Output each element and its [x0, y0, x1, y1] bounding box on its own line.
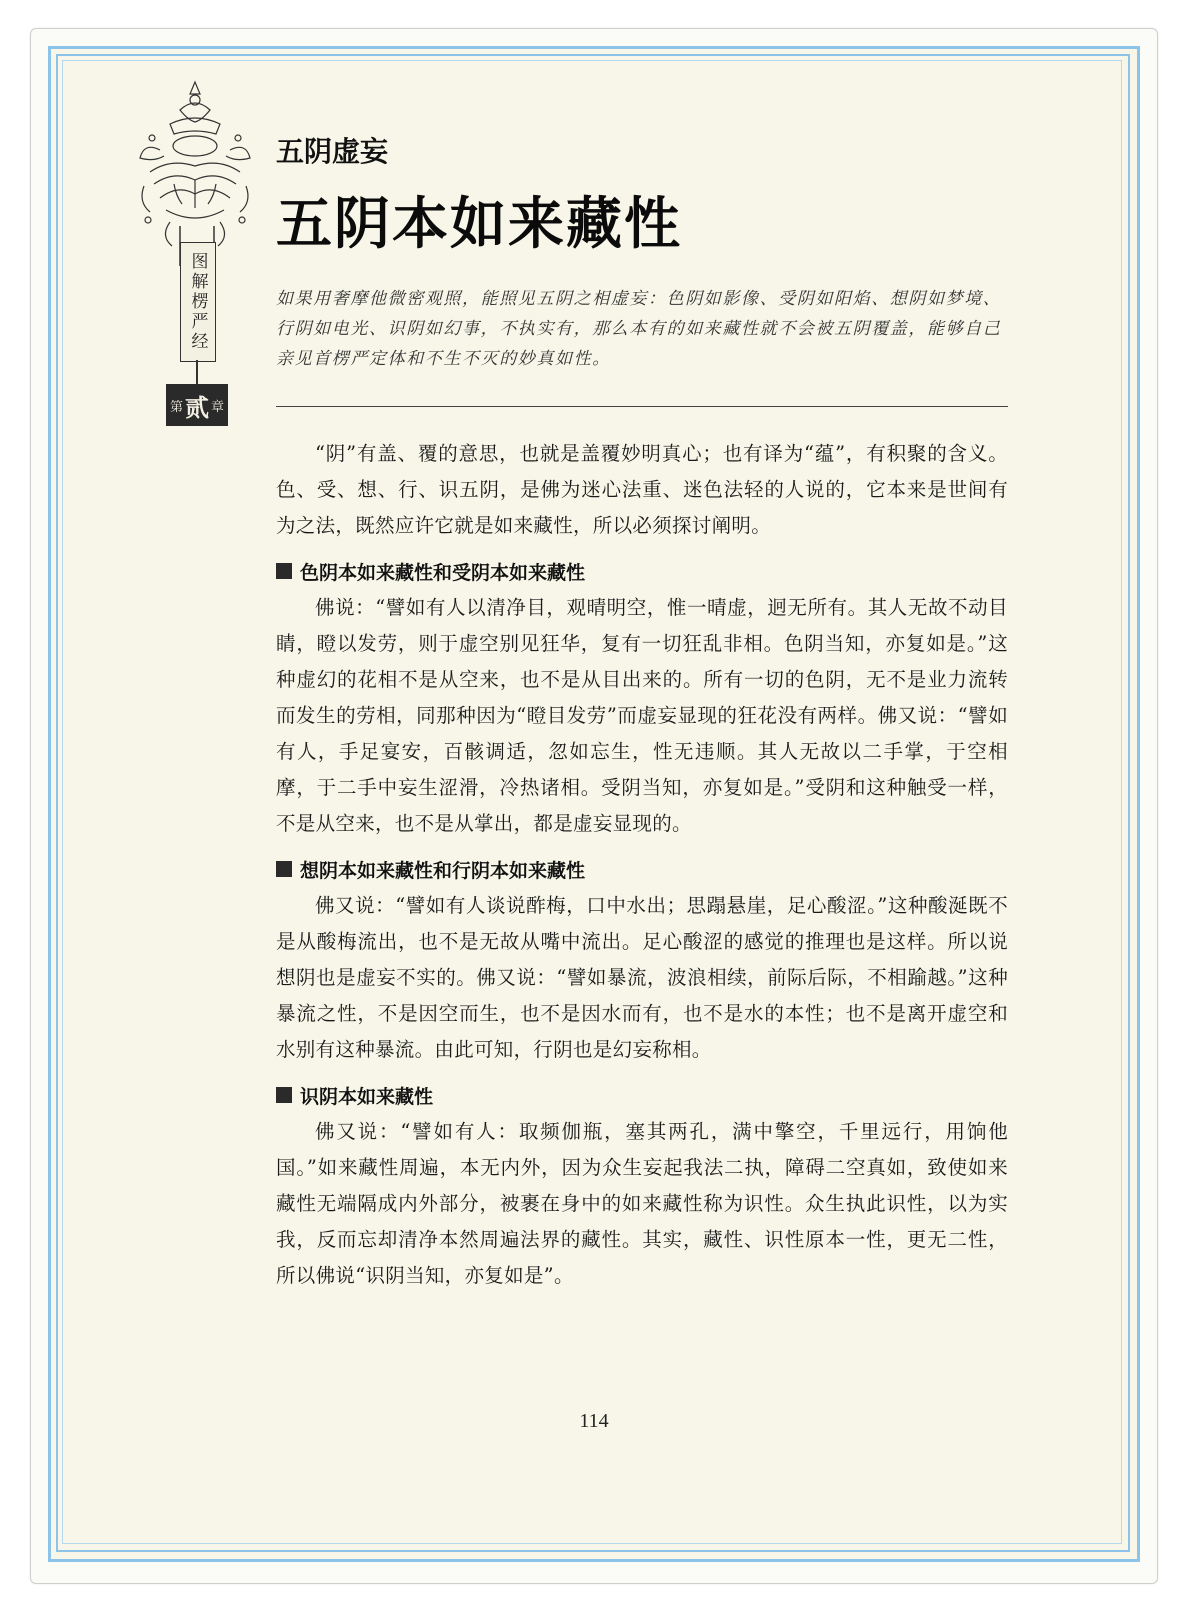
section-heading — [276, 558, 1008, 584]
section-paragraph: 佛又说：“譬如有人：取频伽瓶，塞其两孔，满中擎空，千里远行，用饷他国。”如来藏性周遍，本无内外，因为众生妄起我法二执，障碍二空真如，致使如来藏性无端隔成内外部分，被裹在身中的如来藏性称为识性。众生执此识性，以为实我，反而忘却清净本然周遍法界的藏性。其实，藏性、识性原本一性，更无二性，所以佛说“识阴当知，亦复如是”。 — [276, 1120, 1008, 1287]
section-subtitle: 五阴虚妄 — [276, 135, 389, 168]
body-text — [276, 436, 1008, 1294]
lotus-ornament-icon — [130, 76, 260, 266]
section-paragraph: 佛说：“譬如有人以清净目，观晴明空，惟一晴虚，迥无所有。其人无故不动目睛，瞪以发劳，则于虚空别见狂华，复有一切狂乱非相。色阴当知，亦复如是。”这种虚幻的花相不是从空来，也不是从目出来的。所有一切的色阴，无不是业力流转而发生的劳相，同那种因为“瞪目发劳”而虚妄显现的狂花没有两样。佛又说：“譬如有人，手足宴安，百骸调适，忽如忘生，性无违顺。其人无故以二手掌，于空相摩，于二手中妄生涩滑，冷热诸相。受阴当知，亦复如是。”受阴和这种触受一样，不是从空来，也不是从掌出，都是虚妄显现的。 — [276, 596, 1008, 835]
page-number: 114 — [579, 1410, 609, 1432]
chapter-tag — [166, 384, 228, 426]
section-heading — [276, 1082, 1008, 1108]
chapter-suffix: 章 — [211, 399, 225, 415]
section-heading-text: 想阴本如来藏性和行阴本如来藏性 — [300, 859, 586, 882]
section-paragraph: 佛又说：“譬如有人谈说酢梅，口中水出；思蹋悬崖，足心酸涩。”这种酸涎既不是从酸梅流出，也不是无故从嘴中流出。足心酸涩的感觉的推理也是这样。所以说想阴也是虚妄不实的。佛又说：“譬如暴流，波浪相续，前际后际，不相踰越。”这种暴流之性，不是因空而生，也不是因水而有，也不是水的本性；也不是离开虚空和水别有这种暴流。由此可知，行阴也是幻妄称相。 — [276, 894, 1008, 1061]
chapter-prefix: 第 — [169, 399, 183, 415]
intro-summary: 如果用奢摩他微密观照，能照见五阴之相虚妄：色阴如影像、受阴如阳焰、想阴如梦境、行阴如电光、识阴如幻事，不执实有，那么本有的如来藏性就不会被五阴覆盖，能够自己亲见首楞严定体和不生不灭的妙真如性。 — [276, 289, 1002, 369]
square-bullet-icon — [276, 563, 292, 579]
section-heading-text: 识阴本如来藏性 — [300, 1085, 434, 1108]
divider — [276, 406, 1008, 407]
page-title: 五阴本如来藏性 — [276, 191, 682, 257]
opening-paragraph: “阴”有盖、覆的意思，也就是盖覆妙明真心；也有译为“蕴”，有积聚的含义。色、受、想、行、识五阴，是佛为迷心法重、迷色法轻的人说的，它本来是世间有为之法，既然应许它就是如来藏性，所以必须探讨阐明。 — [276, 442, 1008, 537]
book-label — [180, 242, 216, 362]
side-connector — [196, 360, 198, 384]
square-bullet-icon — [276, 861, 292, 877]
section-heading — [276, 856, 1008, 882]
section-heading-text: 色阴本如来藏性和受阴本如来藏性 — [300, 561, 586, 584]
book-label-text: 图解楞严经 — [187, 252, 208, 352]
square-bullet-icon — [276, 1087, 292, 1103]
chapter-number: 贰 — [185, 393, 209, 422]
